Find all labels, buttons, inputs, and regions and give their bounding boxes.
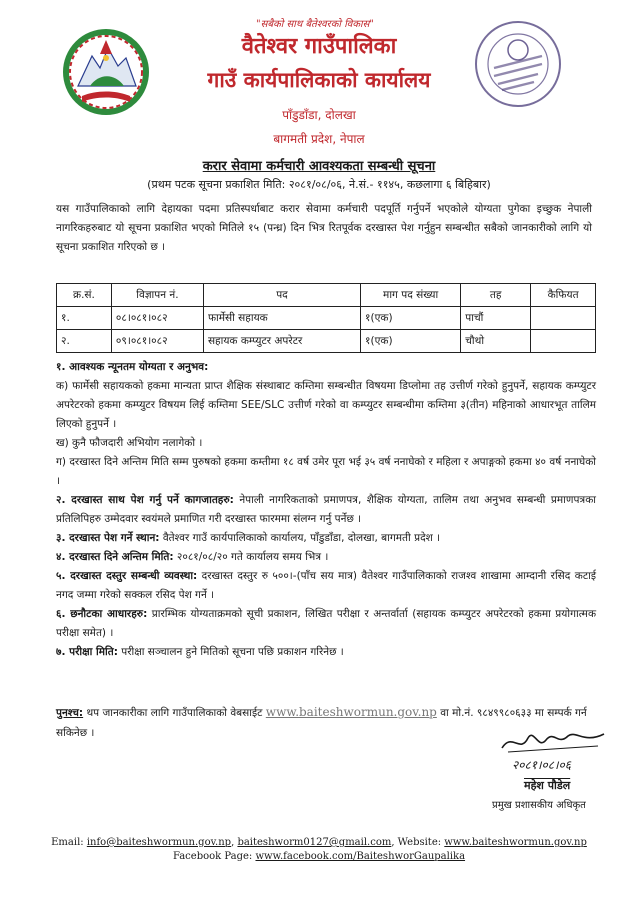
table-row <box>57 330 596 353</box>
table-cell: १(एक) <box>361 330 461 353</box>
table-cell: सहायक कम्प्युटर अपरेटर <box>203 330 360 353</box>
section-1-c: ग) दरखास्त दिने अन्तिम मिति सम्म पुरुषको हकमा कम्तीमा १८ वर्ष उमेर पूरा भई ३५ वर्ष ननाघेको र महिला र अपाङ्गको हकमा ४० वर्ष ननाघेको । <box>56 456 596 487</box>
postscript-label: पुनश्च: <box>56 707 84 719</box>
table-cell: ०८।०८१।०८२ <box>111 307 203 330</box>
section-1-b: ख) कुनै फौजदारी अभियोग नलागेको । <box>56 437 203 449</box>
notice-intro: यस गाउँपालिकाको लागि देहायका पदमा प्रतिस्पर्धाबाट करार सेवामा कर्मचारी पदपूर्ति गर्नुपर्ने भएकोले योग्यता पुगेका इच्छुक नेपाली नागरिकहरुबाट यो सूचना प्रकाशित भएको मितिले १५ (पन्ध्र) दिन भित्र रितपूर्वक दरखास्त पेश गर्नुहुन सम्बन्धीत सबैको जानकारीको लागि यो सूचना प्रकाशित गरिएको छ । <box>56 203 592 253</box>
section-7-heading: ७. परीक्षा मिति: <box>56 646 118 658</box>
section-3 <box>56 529 596 548</box>
footer-line-2 <box>0 850 638 864</box>
signatory-name: महेश पौडेल <box>524 779 571 792</box>
section-3-text: वैतेश्वर गाउँ कार्यपालिकाको कार्यालय, पाँडुडाँडा, दोलखा, बागमती प्रदेश । <box>159 532 441 544</box>
org-name: वैतेश्वर गाउँपालिका <box>241 33 397 59</box>
footer <box>0 836 638 864</box>
col-header-level: तह <box>461 284 531 307</box>
footer-website[interactable]: www.baiteshwormun.gov.np <box>444 837 587 848</box>
section-4 <box>56 548 596 567</box>
footer-facebook[interactable]: www.facebook.com/BaiteshworGaupalika <box>255 851 466 862</box>
section-5-text: दरखास्त दस्तुर रु ५००।-(पाँच सय मात्र) वैतेश्वर गाउँपालिकाको राजश्व शाखामा आम्दानी रसिद कटाई नगद जम्मा गरेको सक्कल रसिद पेश गर्ने । <box>56 570 596 601</box>
col-header-count: माग पद संख्या <box>361 284 461 307</box>
table-cell: चौथो <box>461 330 531 353</box>
postscript-text-after: वा मो.नं. ९८४९९८०६३३ मा सम्पर्क गर्न सकिनेछ । <box>56 707 587 739</box>
table-cell: १(एक) <box>361 307 461 330</box>
section-2-heading: २. दरखास्त साथ पेश गर्नु पर्ने कागजातहरु: <box>56 494 234 506</box>
table-cell <box>531 330 596 353</box>
table-header-row <box>57 284 596 307</box>
section-3-heading: ३. दरखास्त पेश गर्ने स्थान: <box>56 532 160 544</box>
footer-email-2[interactable]: baiteshworm0127@gmail.com <box>237 837 392 848</box>
signature-icon <box>498 726 608 756</box>
table-row <box>57 307 596 330</box>
notice-title: करार सेवामा कर्मचारी आवश्यकता सम्बन्धी सूचना <box>202 159 436 174</box>
col-header-ad-no: विज्ञापन नं. <box>111 284 203 307</box>
section-7-text: परीक्षा सञ्चालन हुने मितिको सूचना पछि प्रकाशन गरिनेछ । <box>117 646 344 658</box>
footer-website-label: , Website: <box>391 837 445 848</box>
section-1-heading: १. आवश्यक न्यूनतम योग्यता र अनुभव: <box>56 361 209 373</box>
table-cell: पाचौं <box>461 307 531 330</box>
col-header-post: पद <box>203 284 360 307</box>
address-line-2: बागमती प्रदेश, नेपाल <box>273 132 365 146</box>
table-cell: २. <box>57 330 112 353</box>
footer-line-1 <box>0 836 638 850</box>
section-4-text: २०८१/०८/२० गते कार्यालय समय भित्र । <box>173 551 329 563</box>
address-line-1: पाँडुडाँडा, दोलखा <box>282 108 356 122</box>
footer-email-1[interactable]: info@baiteshwormun.gov.np <box>86 837 232 848</box>
col-header-sn: क्र.सं. <box>57 284 112 307</box>
section-5-heading: ५. दरखास्त दस्तुर सम्बन्धी व्यवस्था: <box>56 570 198 582</box>
section-6-text: प्रारम्भिक योग्यताक्रमको सूची प्रकाशन, लिखित परीक्षा र अन्तर्वार्ता (सहायक कम्प्युटर अपरेटरको हकमा प्रयोगात्मक परीक्षा समेत) । <box>56 608 597 639</box>
section-1-a: क) फार्मेसी सहायकको हकमा मान्यता प्राप्त शैक्षिक संस्थाबाट कम्तिमा सम्बन्धीत विषयमा डिप्लोमा तह उत्तीर्ण गरेको हुनुपर्ने, सहायक कम्प्युटर अपरेटरको हकमा कम्प्युटर विषयम लिई कम्तिमा SEE/SLC उत्तीर्ण गरेको वा कम्प्युटर सम्बन्धीमा कम्तिमा ३(तीन) महिनाको आधारभूत तालिम लिएको हुनुपर्ने । <box>56 380 596 430</box>
notice-body <box>56 358 596 662</box>
footer-sep: , <box>231 837 238 848</box>
col-header-remarks: कैफियत <box>531 284 596 307</box>
postscript-text-before: थप जानकारीका लागि गाउँपालिकाको वेबसाईट <box>83 707 266 719</box>
office-name: गाउँ कार्यपालिकाको कार्यालय <box>207 67 431 92</box>
website-link[interactable]: www.baiteshwormun.gov.np <box>265 705 437 719</box>
table-cell <box>531 307 596 330</box>
section-2-text: नेपाली नागरिकताको प्रमाणपत्र, शैक्षिक योग्यता, तालिम तथा अनुभव सम्बन्धी प्रमाणपत्रका प्रतिलिपिहरु उम्मेदवार स्वयंमले प्रमाणित गरी दरखास्त फारममा संलग्न गर्नु पर्नेछ । <box>56 494 596 525</box>
footer-email-label: Email: <box>51 837 87 848</box>
signature-date: २०८१।०८।०६ <box>512 758 572 772</box>
table-cell: फार्मेसी सहायक <box>203 307 360 330</box>
section-6 <box>56 605 596 643</box>
table-cell: ०९।०८१।०८२ <box>111 330 203 353</box>
section-5 <box>56 567 596 605</box>
table-cell: १. <box>57 307 112 330</box>
section-2 <box>56 491 596 529</box>
vacancy-table <box>56 283 596 353</box>
section-6-heading: ६. छनौटका आधारहरु: <box>56 608 148 620</box>
section-7 <box>56 643 596 662</box>
footer-facebook-label: Facebook Page: <box>172 851 256 862</box>
section-4-heading: ४. दरखास्त दिने अन्तिम मिति: <box>56 551 174 563</box>
signatory-role: प्रमुख प्रशासकीय अधिकृत <box>492 800 586 811</box>
motto: "सबैको साथ बैतेश्वरको विकास" <box>256 19 374 30</box>
notice-subtitle: (प्रथम पटक सूचना प्रकाशित मिति: २०८१/०८/०६, ने.सं.- ११४५, कछलागा ६ बिहिबार) <box>147 178 491 191</box>
